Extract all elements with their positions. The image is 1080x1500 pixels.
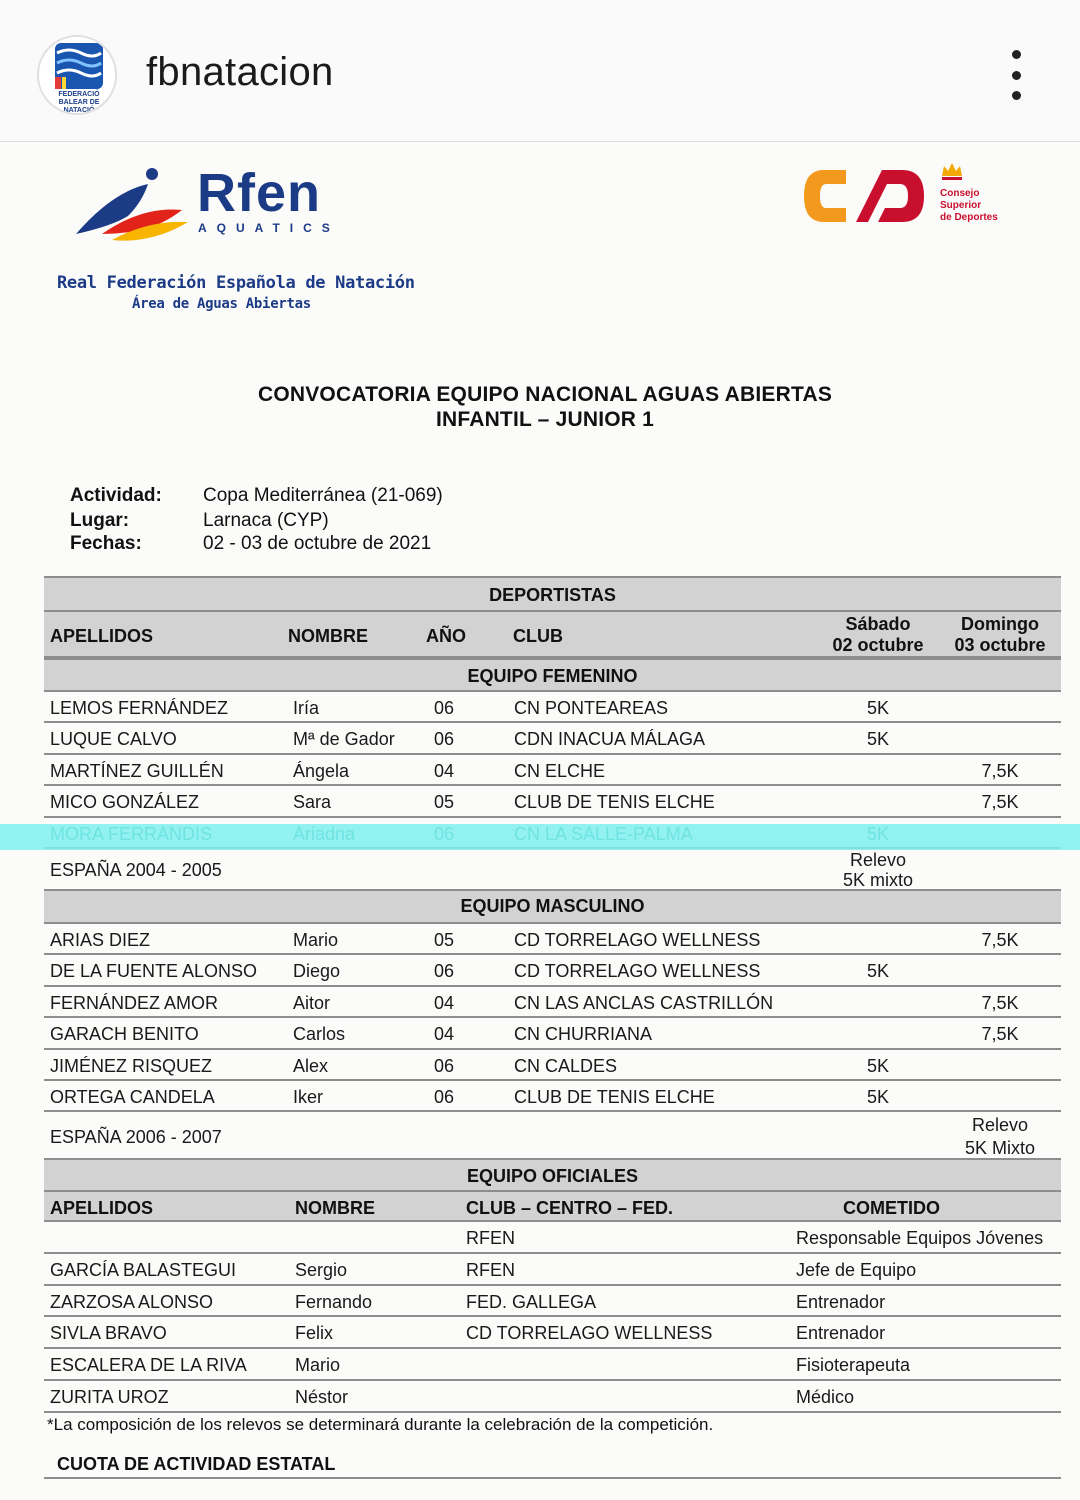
athlete-club: CDN INACUA MÁLAGA: [514, 729, 706, 750]
athlete-apellidos: LUQUE CALVO: [50, 729, 177, 750]
username-link[interactable]: fbnatacion: [146, 50, 334, 94]
col-nombre: NOMBRE: [288, 626, 368, 646]
official-cometido: Fisioterapeuta: [796, 1355, 911, 1376]
athlete-nombre: Sara: [293, 792, 332, 813]
relay-label: ESPAÑA 2006 - 2007: [50, 1127, 222, 1147]
athlete-sabado: 5K: [866, 698, 890, 718]
athlete-sabado: 5K: [866, 1055, 890, 1076]
athlete-ano: 04: [434, 760, 455, 781]
official-nombre: Néstor: [295, 1387, 349, 1407]
official-row: [44, 1317, 1061, 1349]
athlete-ano: 04: [434, 992, 455, 1013]
athlete-domingo: 7,5K: [981, 930, 1019, 950]
athlete-nombre: Mario: [293, 930, 339, 950]
athlete-ano: 05: [434, 792, 455, 813]
oficiales-title-row: [44, 1160, 1061, 1194]
athlete-row: [44, 1050, 1061, 1081]
relay-footnote: *La composición de los relevos se determinará durante la celebración de la competición.: [47, 1415, 714, 1434]
official-nombre: Mario: [295, 1355, 341, 1376]
official-nombre: Fernando: [295, 1291, 373, 1312]
col-apellidos: APELLIDOS: [50, 626, 154, 646]
col-sabado: Sábado 02 octubre: [832, 614, 924, 655]
csd-logo-icon: [798, 162, 928, 232]
fechas-label: Fechas:: [70, 533, 142, 554]
athlete-apellidos: LEMOS FERNÁNDEZ: [50, 698, 229, 718]
federation-name: Real Federación Española de Natación: [57, 273, 415, 293]
official-nombre: Felix: [295, 1323, 334, 1344]
athlete-club: CD TORRELAGO WELLNESS: [514, 961, 761, 982]
deportistas-header-row: [44, 610, 1061, 658]
relay-femenino-row: [44, 848, 1061, 891]
athlete-nombre: Aitor: [293, 992, 331, 1013]
athlete-club: CN PONTEAREAS: [514, 698, 669, 718]
rfen-wordmark: Rfen: [197, 163, 321, 223]
athlete-ano: 06: [434, 729, 455, 750]
relay-label: ESPAÑA 2004 - 2005: [50, 860, 222, 880]
athlete-nombre: Ángela: [293, 760, 350, 781]
col-apellidos: APELLIDOS: [50, 1198, 154, 1218]
deportistas-title-row: [44, 576, 1061, 612]
athlete-apellidos: ARIAS DIEZ: [50, 930, 151, 950]
col-club: CLUB: [513, 626, 563, 646]
fechas-value: 02 - 03 de octubre de 2021: [203, 533, 432, 554]
official-row: [44, 1349, 1061, 1381]
athlete-domingo: 7,5K: [981, 992, 1019, 1013]
svg-text:FEDERACIÓ: FEDERACIÓ: [58, 91, 100, 98]
athlete-nombre: Diego: [293, 961, 341, 982]
official-apellidos: ZARZOSA ALONSO: [50, 1291, 214, 1312]
official-row: [44, 1286, 1061, 1318]
col-domingo: Domingo 03 octubre: [954, 614, 1046, 655]
femenino-title: EQUIPO FEMENINO: [467, 666, 638, 686]
rfen-tagline: AQUATICS: [198, 221, 340, 235]
athlete-apellidos: DE LA FUENTE ALONSO: [50, 961, 258, 982]
athlete-apellidos: FERNÁNDEZ AMOR: [50, 992, 219, 1013]
official-row: [44, 1381, 1061, 1413]
athlete-row: [44, 755, 1061, 786]
athlete-club: CLUB DE TENIS ELCHE: [514, 792, 715, 813]
official-cometido: Entrenador: [796, 1291, 886, 1312]
official-row: [44, 1222, 1061, 1254]
lugar-value: Larnaca (CYP): [203, 510, 329, 531]
masculino-title-row: [44, 891, 1061, 924]
csd-name: Consejo Superior de Deportes: [940, 188, 998, 223]
oficiales-header-row: [44, 1190, 1061, 1222]
athlete-row: [44, 723, 1061, 754]
oficiales-title: EQUIPO OFICIALES: [466, 1166, 639, 1186]
athlete-nombre: Alex: [293, 1055, 329, 1076]
cuota-title: CUOTA DE ACTIVIDAD ESTATAL: [57, 1454, 336, 1474]
federation-logo-icon: [39, 37, 117, 115]
athlete-row: [44, 692, 1061, 723]
athlete-row: [44, 987, 1061, 1018]
athlete-sabado: 5K: [866, 961, 890, 982]
athlete-club: CN ELCHE: [514, 760, 606, 781]
official-cometido: Entrenador: [796, 1323, 886, 1344]
svg-text:NATACIÓ: NATACIÓ: [63, 107, 95, 114]
post-image: [0, 142, 1080, 1500]
official-club: CD TORRELAGO WELLNESS: [466, 1323, 713, 1344]
official-club: RFEN: [466, 1259, 515, 1280]
official-apellidos: GARCÍA BALASTEGUI: [50, 1259, 237, 1280]
official-nombre: Sergio: [295, 1259, 348, 1280]
femenino-title-row: [44, 658, 1061, 692]
document-subtitle: INFANTIL – JUNIOR 1: [435, 408, 655, 431]
col-nombre: NOMBRE: [295, 1198, 375, 1218]
col-club: CLUB – CENTRO – FED.: [466, 1198, 674, 1218]
cuota-divider: [44, 1477, 1061, 1479]
official-cometido: Médico: [796, 1387, 855, 1407]
official-row: [44, 1254, 1061, 1286]
deportistas-title: DEPORTISTAS: [489, 585, 616, 605]
actividad-label: Actividad:: [70, 485, 162, 506]
athlete-domingo: 7,5K: [981, 792, 1019, 813]
athlete-sabado: 5K: [866, 729, 890, 750]
athlete-apellidos: MARTÍNEZ GUILLÉN: [50, 760, 224, 781]
athlete-apellidos: ORTEGA CANDELA: [50, 1087, 215, 1107]
cropped-text: [57, 1490, 1057, 1498]
post-header: [0, 0, 1080, 142]
crown-icon: [939, 158, 965, 182]
athlete-club: CN CALDES: [514, 1055, 618, 1076]
official-apellidos: SIVLA BRAVO: [50, 1323, 167, 1344]
athlete-row: [44, 1018, 1061, 1049]
athlete-ano: 04: [434, 1024, 455, 1045]
athlete-club: CLUB DE TENIS ELCHE: [514, 1087, 715, 1107]
athlete-row: [44, 924, 1061, 955]
highlight-band: [0, 824, 1080, 850]
masculino-title: EQUIPO MASCULINO: [460, 896, 645, 916]
lugar-label: Lugar:: [70, 510, 130, 531]
official-apellidos: ESCALERA DE LA RIVA: [50, 1355, 247, 1376]
athlete-apellidos: GARACH BENITO: [50, 1024, 199, 1045]
athlete-row: [44, 1081, 1061, 1112]
relay-masculino-row: [44, 1112, 1061, 1160]
athlete-sabado: 5K: [866, 1087, 890, 1107]
svg-text:BALEAR DE: BALEAR DE: [58, 99, 100, 106]
col-cometido: COMETIDO: [843, 1198, 940, 1218]
athlete-nombre: Carlos: [293, 1024, 346, 1045]
athlete-nombre: Iría: [293, 698, 320, 718]
relay-event: Relevo 5K mixto: [842, 850, 914, 890]
athlete-ano: 05: [434, 930, 455, 950]
official-cometido: Responsable Equipos Jóvenes: [796, 1228, 1044, 1248]
athlete-ano: 06: [434, 698, 455, 718]
profile-avatar[interactable]: [37, 35, 117, 115]
athlete-row: [44, 955, 1061, 986]
athlete-nombre: Mª de Gador: [293, 729, 395, 750]
athlete-ano: 06: [434, 961, 455, 982]
athlete-row: [44, 786, 1061, 817]
athlete-club: CD TORRELAGO WELLNESS: [514, 930, 761, 950]
official-club: RFEN: [466, 1228, 515, 1248]
actividad-value: Copa Mediterránea (21-069): [203, 485, 443, 506]
col-ano: AÑO: [426, 626, 466, 646]
official-club: FED. GALLEGA: [466, 1291, 597, 1312]
relay-event: Relevo 5K Mixto: [964, 1115, 1036, 1158]
official-apellidos: ZURITA UROZ: [50, 1387, 169, 1407]
athlete-apellidos: MICO GONZÁLEZ: [50, 792, 200, 813]
athlete-apellidos: JIMÉNEZ RISQUEZ: [50, 1055, 213, 1076]
athlete-domingo: 7,5K: [981, 1024, 1019, 1045]
athlete-club: CN CHURRIANA: [514, 1024, 653, 1045]
federation-area: Área de Aguas Abiertas: [132, 296, 311, 312]
athlete-ano: 06: [434, 1087, 455, 1107]
document-title: CONVOCATORIA EQUIPO NACIONAL AGUAS ABIERTAS: [257, 383, 833, 406]
athlete-club: CN LAS ANCLAS CASTRILLÓN: [514, 992, 774, 1013]
official-cometido: Jefe de Equipo: [796, 1259, 917, 1280]
athlete-nombre: Iker: [293, 1087, 324, 1107]
athlete-ano: 06: [434, 1055, 455, 1076]
athlete-domingo: 7,5K: [981, 760, 1019, 781]
more-options-icon[interactable]: [996, 50, 1036, 100]
